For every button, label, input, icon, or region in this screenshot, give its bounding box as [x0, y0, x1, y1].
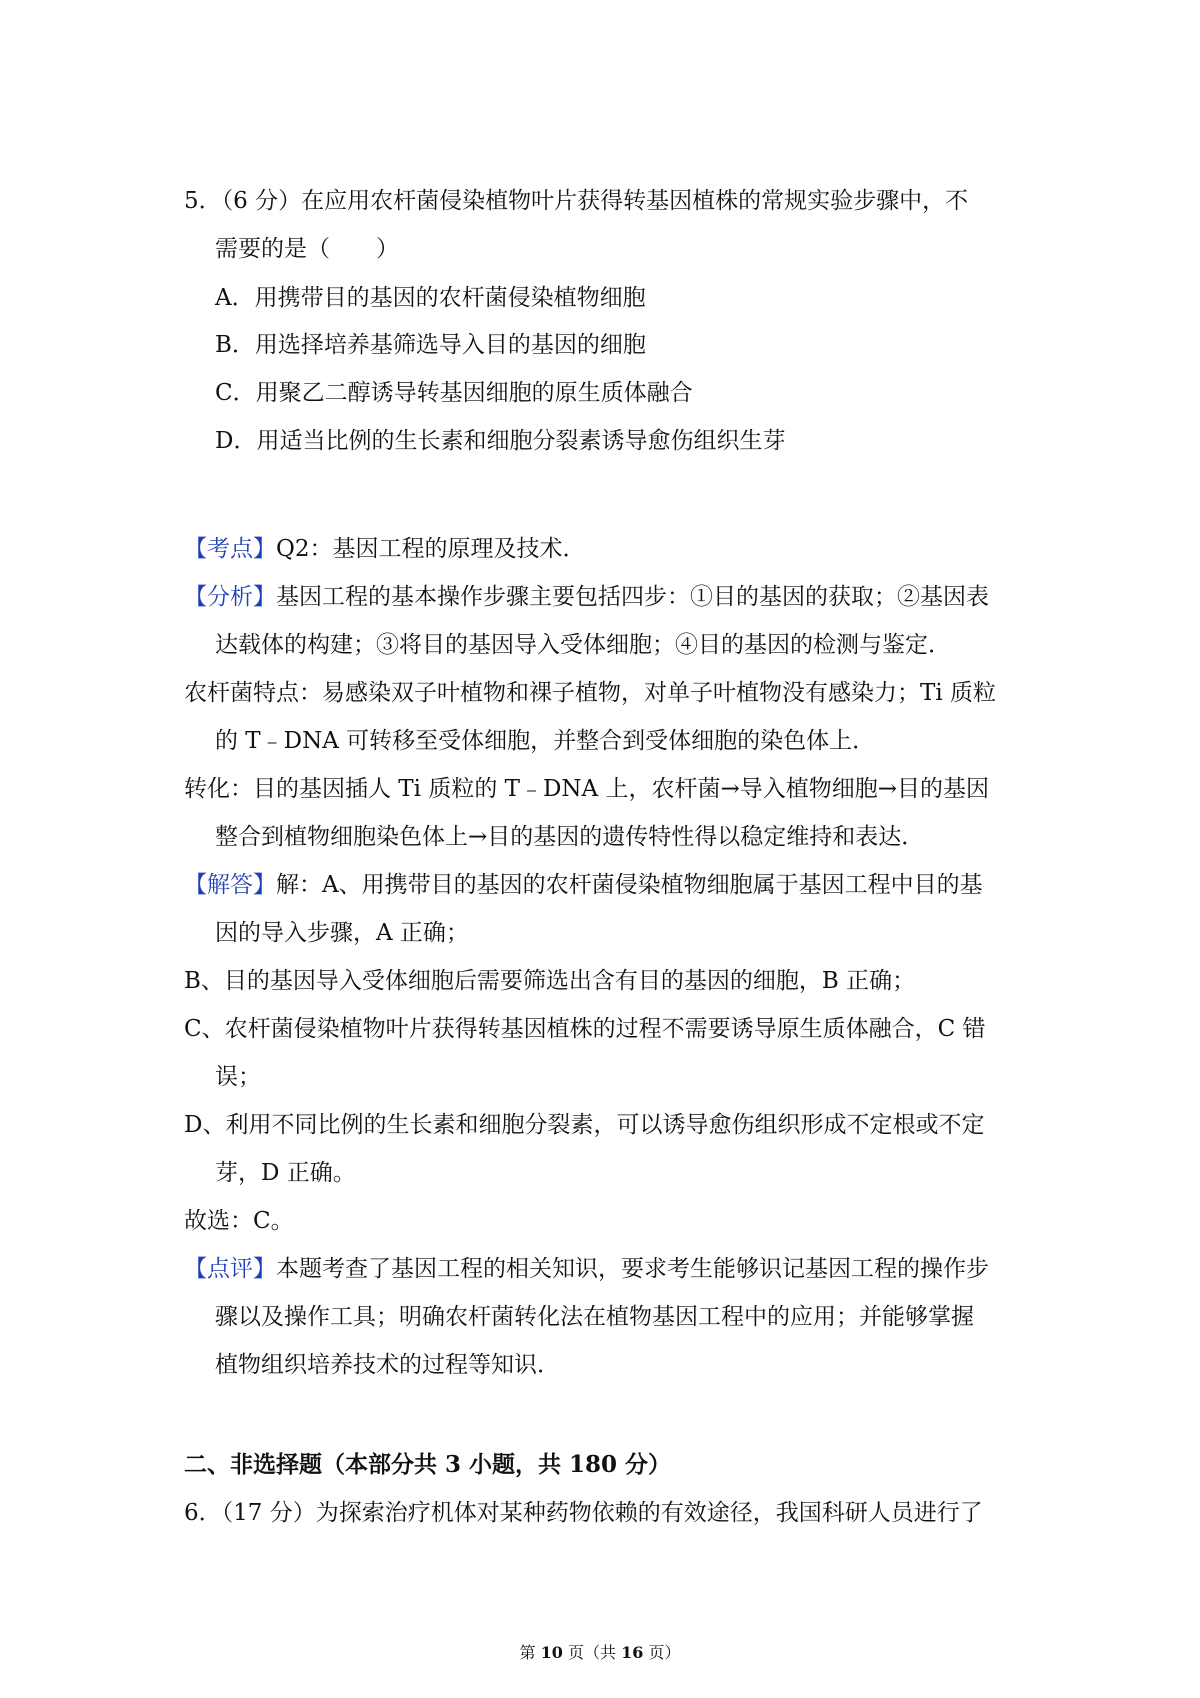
- jieda-c-line-2: 误；: [215, 1064, 261, 1090]
- option-a: A．用携带目的基因的农杆菌侵染植物细胞: [215, 285, 646, 311]
- option-d: D．用适当比例的生长素和细胞分裂素诱导愈伤组织生芽: [215, 428, 786, 454]
- fenxi-text-1: 基因工程的基本操作步骤主要包括四步：①目的基因的获取；②基因表: [276, 584, 989, 610]
- dianping-line-1: [184, 1254, 989, 1284]
- fenxi-line-1: [184, 582, 989, 612]
- jieda-c-line-1: C、农杆菌侵染植物叶片获得转基因植株的过程不需要诱导原生质体融合，C 错: [184, 1016, 986, 1042]
- nonggan-line-1: 农杆菌特点：易感染双子叶植物和裸子植物，对单子叶植物没有感染力；Ti 质粒: [184, 680, 997, 706]
- zhuanhua-line-2: 整合到植物细胞染色体上→目的基因的遗传特性得以稳定维持和表达．: [215, 824, 925, 850]
- answer-line: 故选：C。: [184, 1208, 294, 1234]
- question-6-line-1: 6．（17 分）为探索治疗机体对某种药物依赖的有效途径，我国科研人员进行了: [184, 1500, 983, 1526]
- jieda-d-line-1: D、利用不同比例的生长素和细胞分裂素，可以诱导愈伤组织形成不定根或不定: [184, 1112, 985, 1138]
- nonggan-line-2: 的 T﹣DNA 可转移至受体细胞，并整合到受体细胞的染色体上．: [215, 728, 876, 754]
- option-c: C．用聚乙二醇诱导转基因细胞的原生质体融合: [215, 380, 693, 406]
- footer-middle: 页（共: [562, 1643, 622, 1662]
- fenxi-tag: 【分析】: [184, 584, 276, 610]
- fenxi-line-2: 达载体的构建；③将目的基因导入受体细胞；④目的基因的检测与鉴定．: [215, 632, 951, 658]
- footer-total-pages: 16: [621, 1643, 644, 1662]
- option-b: B．用选择培养基筛选导入目的基因的细胞: [215, 332, 646, 358]
- kaodian-tag: 【考点】: [184, 536, 276, 562]
- kaodian-line: [184, 534, 586, 564]
- question-5-line-2: 需要的是（ ）: [215, 236, 399, 262]
- dianping-text-1: 本题考查了基因工程的相关知识，要求考生能够识记基因工程的操作步: [276, 1256, 989, 1282]
- footer-suffix: 页）: [643, 1643, 681, 1662]
- jieda-tag: 【解答】: [184, 872, 276, 898]
- jieda-b-line: B、目的基因导入受体细胞后需要筛选出含有目的基因的细胞，B 正确；: [184, 968, 916, 994]
- kaodian-text: Q2：基因工程的原理及技术．: [276, 536, 586, 562]
- jieda-d-line-2: 芽，D 正确。: [215, 1160, 356, 1186]
- section-2-heading: 二、非选择题（本部分共 3 小题，共 180 分）: [184, 1451, 672, 1478]
- question-5-line-1: 5．（6 分）在应用农杆菌侵染植物叶片获得转基因植株的常规实验步骤中，不: [184, 188, 969, 214]
- dianping-line-3: 植物组织培养技术的过程等知识．: [215, 1352, 560, 1378]
- dianping-line-2: 骤以及操作工具；明确农杆菌转化法在植物基因工程中的应用；并能够掌握: [215, 1304, 974, 1330]
- page-footer: [0, 1643, 1200, 1663]
- jieda-line-2: 因的导入步骤，A 正确；: [215, 920, 469, 946]
- dianping-tag: 【点评】: [184, 1256, 276, 1282]
- footer-prefix: 第: [519, 1643, 541, 1662]
- footer-page-number: 10: [540, 1643, 563, 1662]
- zhuanhua-line-1: 转化：目的基因插人 Ti 质粒的 T﹣DNA 上，农杆菌→导入植物细胞→目的基因: [184, 776, 989, 802]
- jieda-line-1: [184, 870, 983, 900]
- jieda-text-1: 解：A、用携带目的基因的农杆菌侵染植物细胞属于基因工程中目的基: [276, 872, 983, 898]
